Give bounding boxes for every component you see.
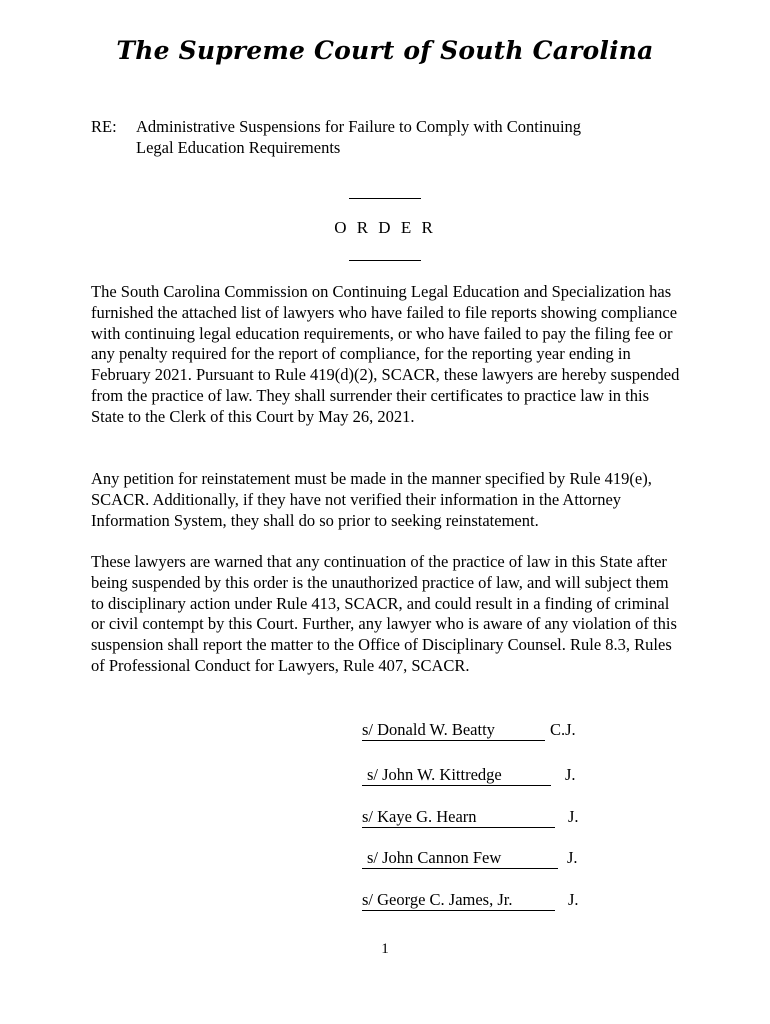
page-number: 1 [381, 941, 389, 957]
signature-name: s/ George C. James, Jr. [362, 890, 555, 911]
signature-title: J. [567, 848, 578, 867]
order-paragraph-2: Any petition for reinstatement must be made in the manner specified by Rule 419(e), SCACR. Additionally, if they have not verified their information in the Attorney Information System, they shall do so prior to seeking reinstatement. [91, 469, 652, 530]
re-subject-line-2: Legal Education Requirements [136, 138, 341, 157]
re-subject [136, 116, 656, 158]
signature-name: s/ Donald W. Beatty [362, 720, 545, 741]
order-paragraph-3: These lawyers are warned that any continuation of the practice of law in this State after being suspended by this order is the unauthorized practice of law, and will subject them to disciplinary action under Rule 413, SCACR, and could result in a finding of criminal or civil contempt by this Court. Further, any lawyer who is aware of any violation of this suspension shall report the matter to the Office of Disciplinary Counsel. Rule 8.3, Rules of Professional Conduct for Lawyers, Rule 407, SCACR. [91, 552, 677, 675]
signature-title: C.J. [550, 720, 576, 739]
order-heading: O R D E R [334, 218, 436, 237]
signature-justice [362, 890, 582, 911]
order-rule-bottom [349, 260, 421, 261]
signature-title: J. [565, 765, 576, 784]
re-subject-line-1: Administrative Suspensions for Failure to Comply with Continuing [136, 117, 582, 136]
signature-justice [362, 848, 582, 869]
signature-name: s/ John W. Kittredge [362, 765, 551, 786]
signature-name: s/ John Cannon Few [362, 848, 558, 869]
signature-justice [362, 807, 582, 828]
order-paragraph-1: The South Carolina Commission on Continuing Legal Education and Specialization has furnished the attached list of lawyers who have failed to file reports showing compliance with continuing legal education requirements, or who have failed to pay the filing fee or any penalty required for the report of compliance, for the reporting year ending in February 2021. Pursuant to Rule 419(d)(2), SCACR, these lawyers are hereby suspended from the practice of law. They shall surrender their certificates to practice law in this State to the Clerk of this Court by May 26, 2021. [91, 282, 680, 426]
signature-title: J. [568, 807, 579, 826]
court-title: The Supreme Court of South Carolina [116, 36, 654, 65]
re-label: RE: [91, 117, 117, 136]
signature-name: s/ Kaye G. Hearn [362, 807, 555, 828]
order-rule-top [349, 198, 421, 199]
signature-chief-justice [362, 720, 582, 741]
signature-title: J. [568, 890, 579, 909]
signature-justice [362, 765, 582, 786]
